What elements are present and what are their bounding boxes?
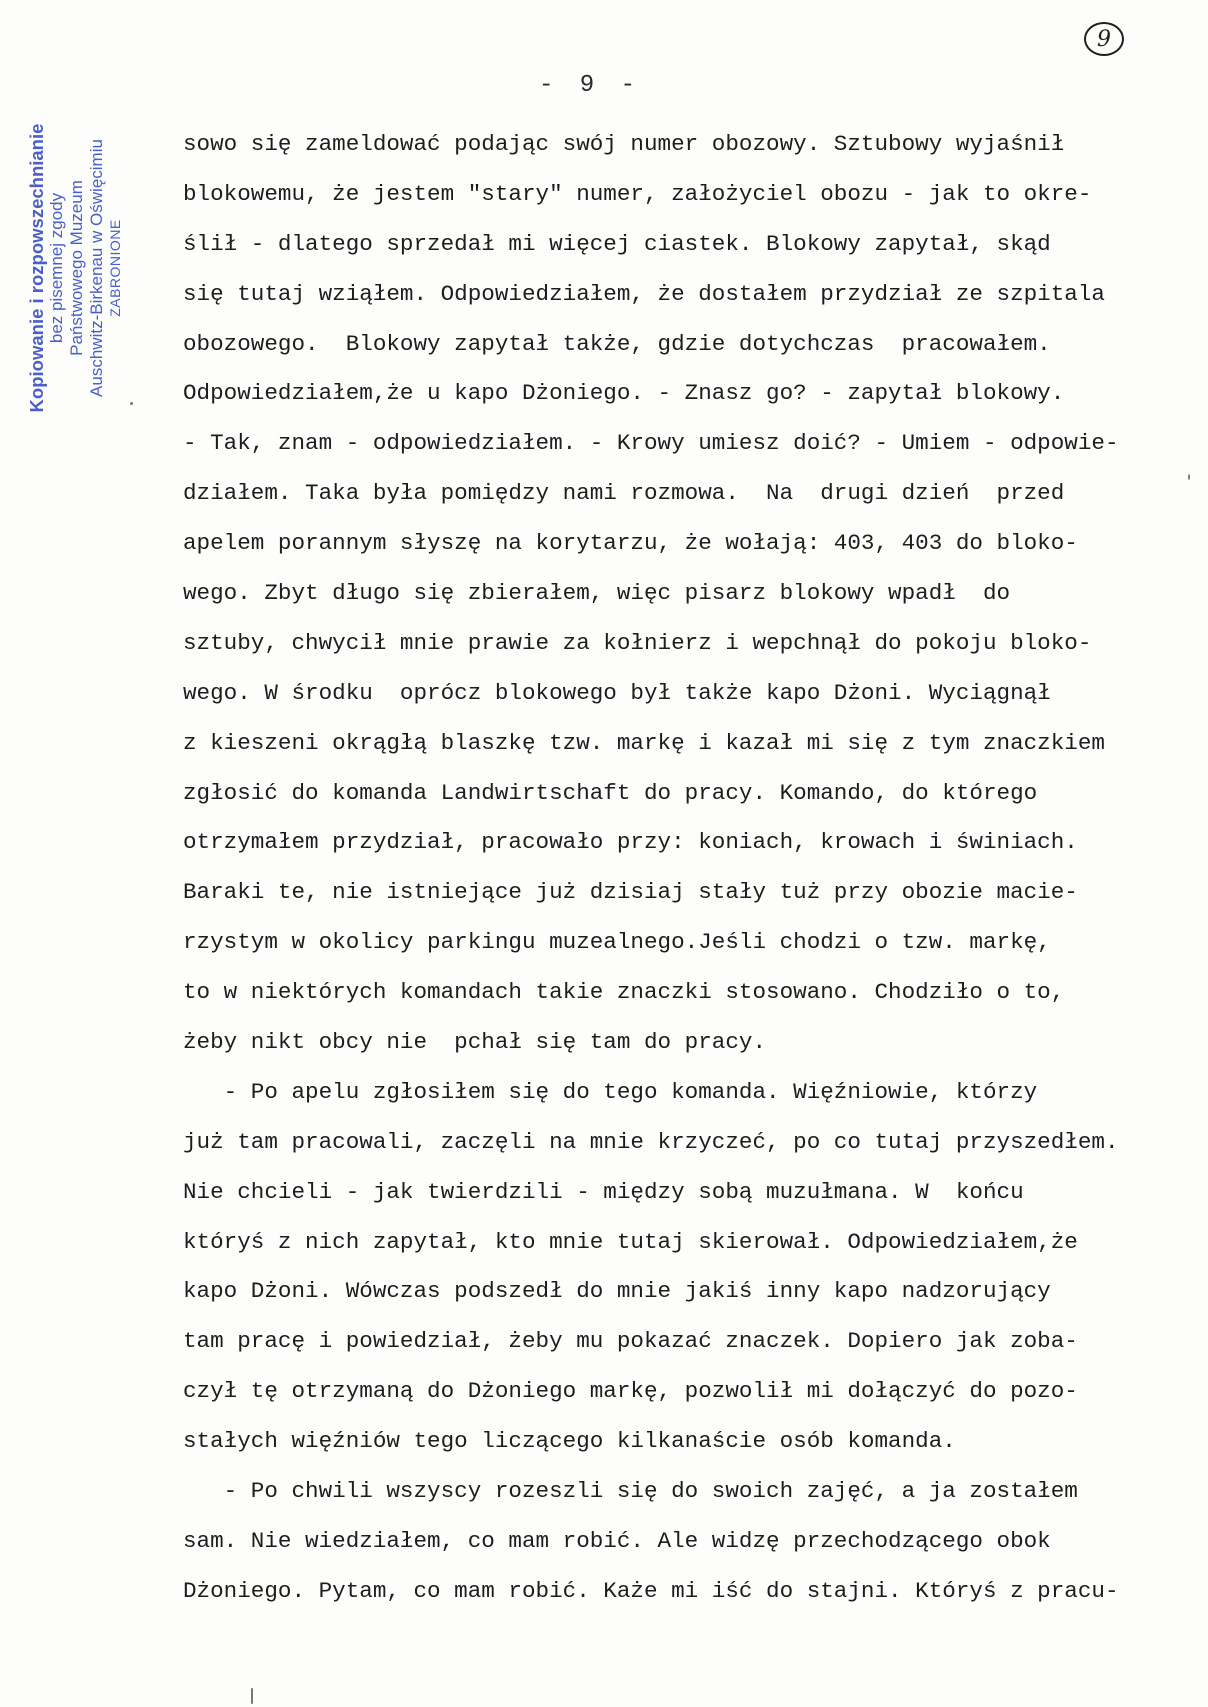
stamp-line-4: Auschwitz-Birkenau w Oświęcimiu (86, 139, 106, 397)
text-line: wego. W środku oprócz blokowego był także kapo Dżoni. Wyciągnął (183, 679, 1051, 706)
text-line: - Tak, znam - odpowiedziałem. - Krowy umiesz doić? - Umiem - odpowie- (183, 430, 1119, 457)
text-line: któryś z nich zapytał, kto mnie tutaj skierował. Odpowiedziałem,że (183, 1228, 1078, 1255)
text-line: Nie chcieli - jak twierdzili - między sobą muzułmana. W końcu (183, 1178, 1024, 1205)
text-line: zgłosić do komanda Landwirtschaft do pracy. Komando, do którego (183, 779, 1038, 806)
text-line: stałych więźniów tego liczącego kilkanaście osób komanda. (183, 1428, 956, 1455)
text-line: sam. Nie wiedziałem, co mam robić. Ale widzę przechodzącego obok (183, 1527, 1051, 1554)
text-line: Dżoniego. Pytam, co mam robić. Każe mi iść do stajni. Któryś z pracu- (183, 1577, 1119, 1604)
text-line: tam pracę i powiedział, żeby mu pokazać znaczek. Dopiero jak zoba- (183, 1328, 1078, 1355)
text-line: sztuby, chwycił mnie prawie za kołnierz i wepchnął do pokoju bloko- (183, 629, 1092, 656)
stamp-line-3: Państwowego Muzeum (67, 180, 87, 356)
text-line: z kieszeni okrągłą blaszkę tzw. markę i kazał mi się z tym znaczkiem (183, 729, 1105, 756)
text-line: otrzymałem przydział, pracowało przy: koniach, krowach i świniach. (183, 829, 1078, 856)
text-line: obozowego. Blokowy zapytał także, gdzie dotychczas pracowałem. (183, 330, 1051, 357)
copyright-stamp (26, 118, 123, 418)
page-number: - 9 - (538, 72, 641, 99)
text-line: Baraki te, nie istniejące już dzisiaj stały tuż przy obozie macie- (183, 879, 1078, 906)
text-line: Odpowiedziałem,że u kapo Dżoniego. - Znasz go? - zapytał blokowy. (183, 380, 1065, 407)
text-line: - Po chwili wszyscy rozeszli się do swoich zajęć, a ja zostałem (183, 1478, 1078, 1505)
text-line: sowo się zameldować podając swój numer obozowy. Sztubowy wyjaśnił (183, 131, 1065, 157)
text-line: apelem porannym słyszę na korytarzu, że wołają: 403, 403 do bloko- (183, 530, 1078, 557)
text-line: działem. Taka była pomiędzy nami rozmowa. Na drugi dzień przed (183, 480, 1065, 507)
stamp-line-1: Kopiowanie i rozpowszechnianie (26, 123, 47, 413)
text-line: wego. Zbyt długo się zbierałem, więc pisarz blokowy wpadł do (183, 580, 1011, 607)
stamp-line-5: ZABRONIONE (106, 219, 123, 317)
circled-page-number (1084, 22, 1124, 56)
text-line: - Po apelu zgłosiłem się do tego komanda. Więźniowie, którzy (183, 1078, 1038, 1105)
text-line: już tam pracowali, zaczęli na mnie krzyczeć, po co tutaj przyszedłem. (183, 1128, 1119, 1155)
text-line: się tutaj wziąłem. Odpowiedziałem, że dostałem przydział ze szpitala (183, 280, 1105, 307)
paper-speck (1188, 474, 1190, 480)
text-line: żeby nikt obcy nie pchał się tam do pracy. (183, 1029, 767, 1056)
text-line: ślił - dlatego sprzedał mi więcej ciastek. Blokowy zapytał, skąd (183, 230, 1051, 257)
stamp-line-2: bez pisemnej zgody (47, 192, 67, 344)
text-line: czył tę otrzymaną do Dżoniego markę, pozwolił mi dołączyć do pozo- (183, 1378, 1078, 1405)
text-line: to w niektórych komandach takie znaczki stosowano. Chodziło o to, (183, 979, 1065, 1006)
circled-page-number-text: 9 (1097, 26, 1111, 52)
text-line: blokowemu, że jestem "stary" numer, założyciel obozu - jak to okre- (183, 180, 1092, 207)
paper-speck (130, 402, 133, 405)
text-line: kapo Dżoni. Wówczas podszedł do mnie jakiś inny kapo nadzorujący (183, 1278, 1051, 1305)
typewritten-body (183, 124, 1203, 1621)
paper-speck (251, 1688, 253, 1704)
text-line: rzystym w okolicy parkingu muzealnego.Jeśli chodzi o tzw. markę, (183, 929, 1051, 956)
